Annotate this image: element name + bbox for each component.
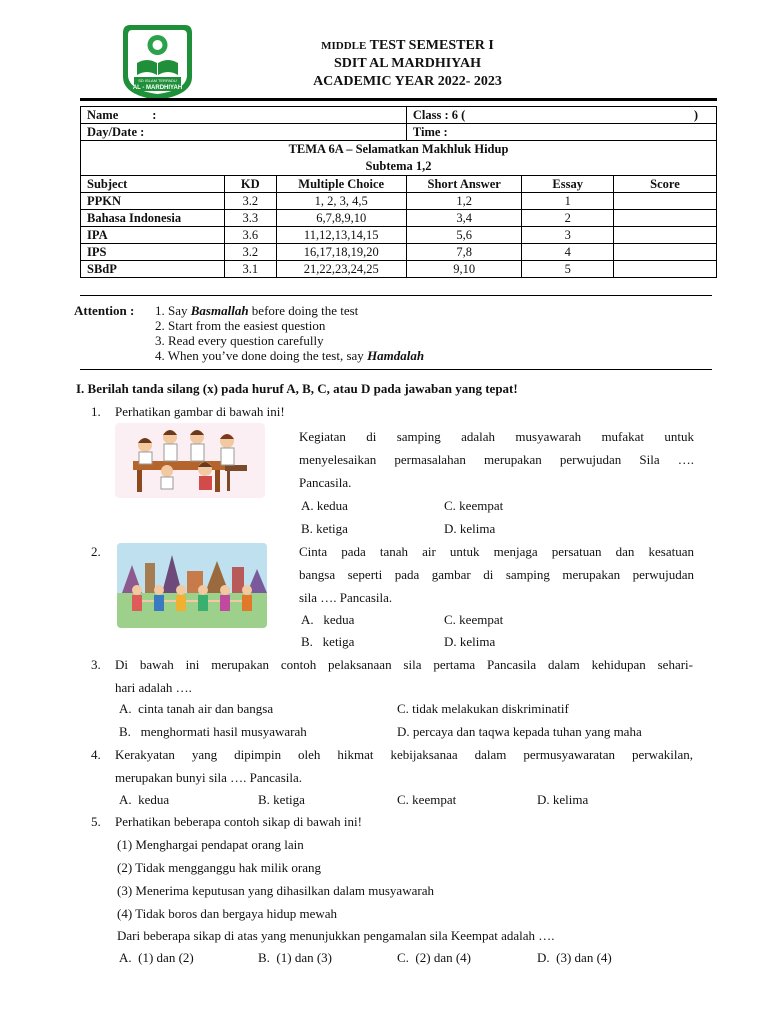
q2-number: 2. <box>91 544 101 559</box>
q4-number: 4. <box>91 747 101 762</box>
q2-option-a[interactable]: A. kedua <box>301 612 355 627</box>
subtema-title: Subtema 1,2 <box>365 159 432 173</box>
cell-score[interactable] <box>613 244 716 261</box>
cell-mc: 16,17,18,19,20 <box>276 244 406 261</box>
q2-image-unity <box>117 543 267 628</box>
q3-option-b[interactable]: B. menghormati hasil musyawarah <box>119 724 307 739</box>
q3-option-a[interactable]: A. cinta tanah air dan bangsa <box>119 701 274 716</box>
cell-short: 5,6 <box>406 227 522 244</box>
q2-line-3: sila …. Pancasila. <box>299 590 393 605</box>
cell-essay: 2 <box>522 210 613 227</box>
q4-line-2: merupakan bunyi sila …. Pancasila. <box>115 770 303 785</box>
attention-hamdalah: Hamdalah <box>367 348 425 363</box>
q1-image-musyawarah <box>115 423 265 498</box>
cell-mc: 1, 2, 3, 4,5 <box>276 193 406 210</box>
q2-line-1: Cinta pada tanah air untuk menjaga persatuan dan kesatuan <box>299 544 694 559</box>
tema-title: TEMA 6A – Selamatkan Makhluk Hidup <box>288 142 509 156</box>
cell-subject: IPS <box>81 244 225 261</box>
col-kd: KD <box>225 176 277 193</box>
q1-line-3: Pancasila. <box>299 475 352 490</box>
attention-item-3: 3. Read every question carefully <box>155 333 324 348</box>
col-subject: Subject <box>81 176 225 193</box>
q5-statement-2: (2) Tidak mengganggu hak milik orang <box>117 860 322 875</box>
attention-list <box>155 303 424 363</box>
col-multiple-choice: Multiple Choice <box>276 176 406 193</box>
cell-short: 7,8 <box>406 244 522 261</box>
q2-line-2: bangsa seperti pada gambar di samping merupakan perwujudan <box>299 567 694 582</box>
attention-item-2: 2. Start from the easiest question <box>155 318 326 333</box>
cell-subject: SBdP <box>81 261 225 278</box>
col-short-answer: Short Answer <box>406 176 522 193</box>
q3-line-1: Di bawah ini merupakan contoh pelaksanaan sila pertama Pancasila dalam kehidupan sehari- <box>115 657 693 672</box>
cell-essay: 5 <box>522 261 613 278</box>
cell-mc: 21,22,23,24,25 <box>276 261 406 278</box>
cell-essay: 3 <box>522 227 613 244</box>
cell-subject: Bahasa Indonesia <box>81 210 225 227</box>
cell-score[interactable] <box>613 261 716 278</box>
q5-intro: Perhatikan beberapa contoh sikap di bawah ini! <box>115 814 362 829</box>
attention-basmallah: Basmallah <box>190 303 249 318</box>
logo-text-main: AL - MARDHIYAH <box>132 85 183 91</box>
q4-option-d[interactable]: D. kelima <box>537 792 589 807</box>
q4-line-1: Kerakyatan yang dipimpin oleh hikmat kebijaksanaa dalam permusyawaratan perwakilan, <box>115 747 693 762</box>
q1-intro: Perhatikan gambar di bawah ini! <box>115 404 285 419</box>
q5-statement-1: (1) Menghargai pendapat orang lain <box>117 837 304 852</box>
class-field[interactable] <box>406 107 716 124</box>
cell-mc: 11,12,13,14,15 <box>276 227 406 244</box>
q1-line-1: Kegiatan di samping adalah musyawarah mufakat untuk <box>299 429 694 444</box>
logo-text-top: SD ISLAM TERPADU <box>138 78 177 83</box>
q3-option-d[interactable]: D. percaya dan taqwa kepada tuhan yang maha <box>397 724 642 739</box>
q1-option-b[interactable]: B. ketiga <box>301 521 348 536</box>
q1-option-c[interactable]: C. keempat <box>444 498 504 513</box>
q5-option-a[interactable]: A. (1) dan (2) <box>119 950 194 965</box>
cell-score[interactable] <box>613 210 716 227</box>
cell-kd: 3.2 <box>225 193 277 210</box>
exam-info-table <box>80 106 717 278</box>
q4-option-c[interactable]: C. keempat <box>397 792 457 807</box>
q5-statement-4: (4) Tidak boros dan bergaya hidup mewah <box>117 906 338 921</box>
col-score: Score <box>613 176 716 193</box>
divider-top <box>80 295 712 296</box>
table-row <box>81 261 717 278</box>
cell-kd: 3.2 <box>225 244 277 261</box>
divider-bottom <box>80 369 712 370</box>
q1-option-d[interactable]: D. kelima <box>444 521 496 536</box>
cell-kd: 3.3 <box>225 210 277 227</box>
header-school-name: SDIT AL MARDHIYAH <box>333 56 482 71</box>
attention-label: Attention : <box>74 303 135 318</box>
cell-subject: PPKN <box>81 193 225 210</box>
table-header-row <box>81 176 717 193</box>
cell-kd: 3.1 <box>225 261 277 278</box>
table-row <box>81 227 717 244</box>
class-close: ) <box>693 108 698 122</box>
col-essay: Essay <box>522 176 613 193</box>
header-divider <box>80 98 717 101</box>
q5-statement-3: (3) Menerima keputusan yang dihasilkan dalam musyawarah <box>117 883 434 898</box>
q2-option-d[interactable]: D. kelima <box>444 634 496 649</box>
name-field[interactable] <box>81 107 407 124</box>
q5-option-b[interactable]: B. (1) dan (3) <box>258 950 333 965</box>
cell-kd: 3.6 <box>225 227 277 244</box>
q5-question: Dari beberapa sikap di atas yang menunjukkan pengamalan sila Keempat adalah …. <box>117 928 555 943</box>
cell-short: 1,2 <box>406 193 522 210</box>
q5-number: 5. <box>91 814 101 829</box>
class-label: Class : 6 ( <box>412 108 466 122</box>
attention-item-1-text: 1. Say <box>155 303 191 318</box>
table-row <box>81 193 717 210</box>
attention-item-1-rest: before doing the test <box>248 303 359 318</box>
q1-number: 1. <box>91 404 101 419</box>
q1-option-a[interactable]: A. kedua <box>301 498 348 513</box>
header-title-rest: TEST SEMESTER I <box>366 38 494 53</box>
q4-option-a[interactable]: A. kedua <box>119 792 170 807</box>
cell-mc: 6,7,8,9,10 <box>276 210 406 227</box>
attention-item-1 <box>155 303 424 318</box>
header-title-line1 <box>240 38 575 54</box>
cell-subject: IPA <box>81 227 225 244</box>
header-academic-year: ACADEMIC YEAR 2022- 2023 <box>313 74 502 89</box>
q5-option-c[interactable]: C. (2) dan (4) <box>397 950 472 965</box>
cell-essay: 4 <box>522 244 613 261</box>
q3-option-c[interactable]: C. tidak melakukan diskriminatif <box>397 701 569 716</box>
section-title: I. Berilah tanda silang (x) pada huruf A, B, C, atau D pada jawaban yang tepat! <box>76 381 518 396</box>
cell-short: 3,4 <box>406 210 522 227</box>
q1-line-2: menyelesaikan permasalahan merupakan perwujudan Sila …. <box>299 452 694 467</box>
name-label: Name <box>87 108 119 122</box>
q3-number: 3. <box>91 657 101 672</box>
name-colon: : <box>152 108 157 122</box>
table-row <box>81 244 717 261</box>
time-field[interactable]: Time : <box>406 124 716 141</box>
q5-option-d[interactable]: D. (3) dan (4) <box>537 950 612 965</box>
tema-cell <box>81 141 717 176</box>
day-date-field[interactable]: Day/Date : <box>81 124 407 141</box>
table-row <box>81 210 717 227</box>
q2-option-c[interactable]: C. keempat <box>444 612 504 627</box>
attention-item-4 <box>155 348 424 363</box>
q4-option-b[interactable]: B. ketiga <box>258 792 305 807</box>
cell-score[interactable] <box>613 193 716 210</box>
cell-short: 9,10 <box>406 261 522 278</box>
school-logo <box>120 23 195 101</box>
attention-item-4-text: 4. When you’ve done doing the test, say <box>155 348 368 363</box>
q3-line-2: hari adalah …. <box>115 680 192 695</box>
q2-option-b[interactable]: B. ketiga <box>301 634 355 649</box>
header-title-prefix: MIDDLE <box>321 40 367 52</box>
cell-score[interactable] <box>613 227 716 244</box>
cell-essay: 1 <box>522 193 613 210</box>
